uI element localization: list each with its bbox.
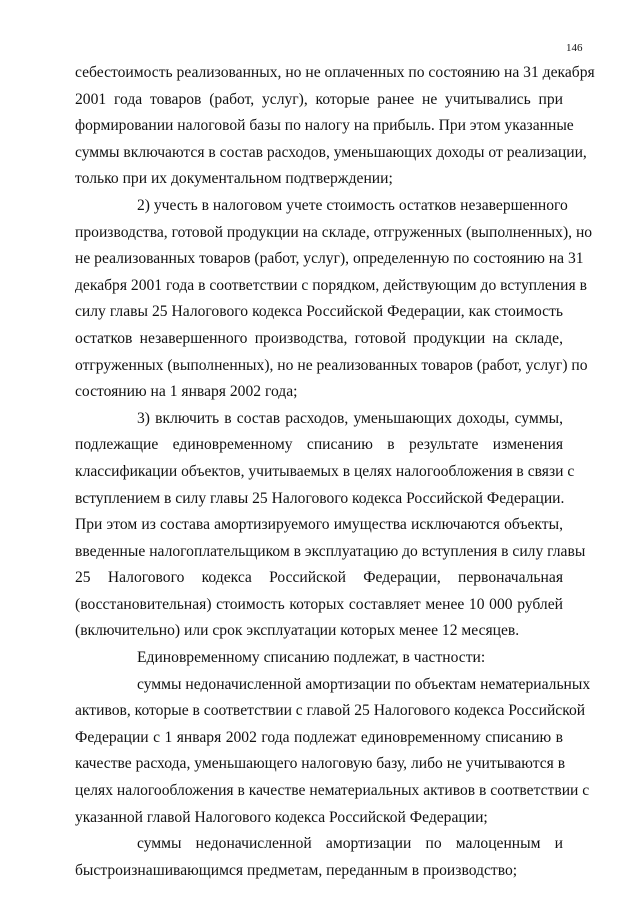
text-line: формировании налоговой базы по налогу на прибыль. При этом указанные — [75, 117, 574, 135]
text-line: быстроизнашивающимся предметам, переданным в производство; — [75, 861, 518, 879]
page-number: 146 — [566, 42, 583, 54]
text-line: вступлением в силу главы 25 Налогового кодекса Российской Федерации. — [75, 489, 565, 507]
text-line: (восстановительная) стоимость которых составляет менее 10 000 рублей — [75, 595, 563, 613]
text-line: декабря 2001 года в соответствии с порядком, действующим до вступления в — [75, 276, 587, 294]
paragraph — [75, 672, 591, 832]
text-line: Единовременному списанию подлежат, в частности: — [137, 649, 486, 667]
text-line: себестоимость реализованных, но не оплаченных по состоянию на 31 декабря — [75, 64, 595, 81]
text-line: (включительно) или срок эксплуатации которых менее 12 месяцев. — [75, 622, 520, 640]
text-line: качестве расхода, уменьшающего налоговую базу, либо не учитываются в — [75, 755, 566, 773]
text-line: классификации объектов, учитываемых в целях налогообложения в связи с — [75, 462, 575, 480]
text-line: 2001 года товаров (работ, услуг), которые ранее не учитывались при — [75, 90, 563, 108]
text-line: отгруженных (выполненных), но не реализованных товаров (работ, услуг) по — [75, 356, 588, 374]
text-line: 3) включить в состав расходов, уменьшающих доходы, суммы, — [137, 409, 563, 427]
text-line: целях налогообложения в качестве нематериальных активов в соответствии с — [75, 782, 590, 800]
text-line: введенные налогоплательщиком в эксплуатацию до вступления в силу главы — [75, 542, 586, 560]
paragraph — [75, 406, 586, 645]
text-line: подлежащие единовременному списанию в результате изменения — [75, 436, 563, 454]
document-body — [75, 60, 595, 884]
text-line: только при их документальном подтверждении; — [75, 170, 393, 188]
text-line: суммы недоначисленной амортизации по объектам нематериальных — [137, 675, 591, 693]
paragraph — [75, 831, 563, 884]
text-line: При этом из состава амортизируемого имущества исключаются объекты, — [75, 516, 563, 534]
text-line: не реализованных товаров (работ, услуг), определенную по состоянию на 31 — [75, 250, 584, 268]
text-line: производства, готовой продукции на складе, отгруженных (выполненных), но — [75, 223, 593, 241]
paragraph — [75, 193, 593, 406]
text-line: остатков незавершенного производства, готовой продукции на складе, — [75, 329, 563, 347]
text-line: указанной главой Налогового кодекса Российской Федерации; — [75, 808, 488, 826]
text-line: активов, которые в соответствии с главой 25 Налогового кодекса Российской — [75, 702, 586, 720]
text-line: суммы включаются в состав расходов, уменьшающих доходы от реализации, — [75, 143, 587, 161]
text-line: силу главы 25 Налогового кодекса Российской Федерации, как стоимость — [75, 303, 563, 321]
paragraph — [75, 645, 563, 672]
text-line: 25 Налогового кодекса Российской Федерации, первоначальная — [75, 569, 563, 587]
text-line: суммы недоначисленной амортизации по малоценным и — [137, 835, 563, 853]
text-line: Федерации с 1 января 2002 года подлежат единовременному списанию в — [75, 728, 563, 746]
paragraph — [75, 60, 595, 193]
text-line: состоянию на 1 января 2002 года; — [75, 383, 298, 401]
text-line: 2) учесть в налоговом учете стоимость остатков незавершенного — [137, 196, 568, 214]
